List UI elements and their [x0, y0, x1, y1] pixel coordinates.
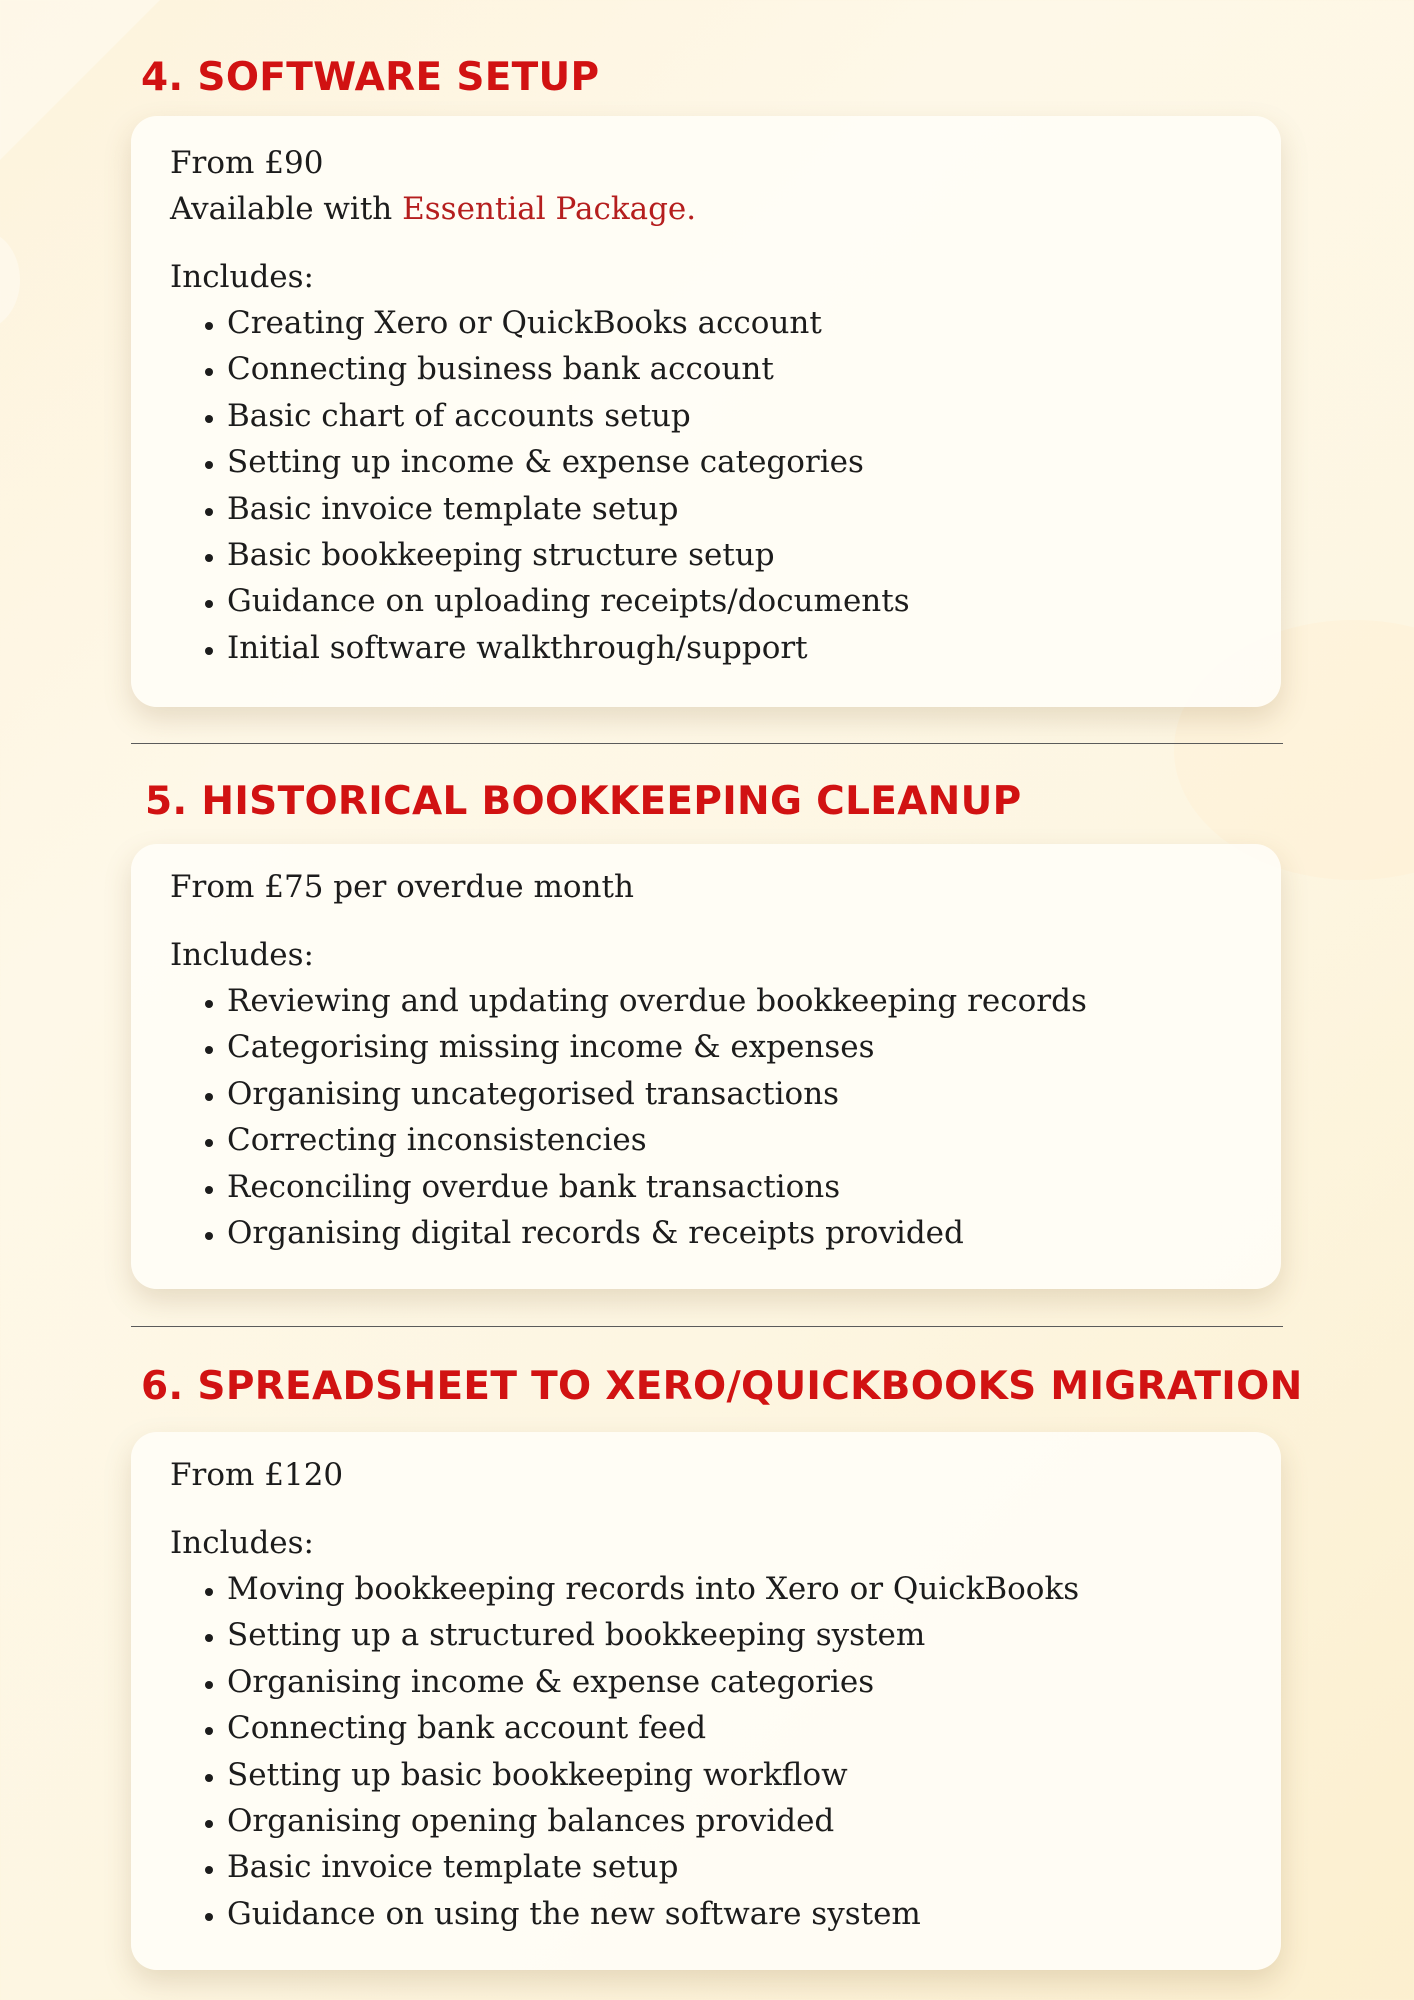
list-item: • Connecting bank account feed	[227, 1705, 1281, 1751]
section-divider	[131, 743, 1283, 744]
list-item: • Basic invoice template setup	[227, 486, 1281, 532]
service-card-historical-cleanup	[131, 844, 1281, 1289]
list-item: • Moving bookkeeping records into Xero or QuickBooks	[227, 1566, 1281, 1612]
availability-text	[170, 186, 1281, 232]
list-item: • Guidance on using the new software system	[227, 1891, 1281, 1937]
price-text: From £75 per overdue month	[170, 869, 634, 905]
price-text: From £120	[170, 1457, 344, 1493]
list-item: • Connecting business bank account	[227, 346, 1281, 392]
list-item: • Categorising missing income & expenses	[227, 1024, 1281, 1070]
list-item: • Reconciling overdue bank transactions	[227, 1164, 1281, 1210]
list-item: • Correcting inconsistencies	[227, 1117, 1281, 1163]
list-item: • Reviewing and updating overdue bookkeeping records	[227, 978, 1281, 1024]
essential-package-link[interactable]: Essential Package.	[402, 191, 697, 227]
includes-list	[170, 1566, 1281, 1937]
list-item: • Creating Xero or QuickBooks account	[227, 300, 1281, 346]
section-divider	[131, 1326, 1283, 1327]
list-item: • Basic chart of accounts setup	[227, 393, 1281, 439]
includes-label: Includes:	[170, 937, 314, 973]
list-item: • Initial software walkthrough/support	[227, 625, 1281, 671]
availability-prefix: Available with	[170, 191, 403, 227]
service-card-spreadsheet-migration	[131, 1432, 1281, 1970]
list-item: • Organising digital records & receipts provided	[227, 1210, 1281, 1256]
section-title-spreadsheet-migration: 6. SPREADSHEET TO XERO/QUICKBOOKS MIGRATION	[141, 1364, 1303, 1409]
list-item: • Basic invoice template setup	[227, 1844, 1281, 1890]
list-item: • Setting up basic bookkeeping workflow	[227, 1752, 1281, 1798]
background-shape	[0, 230, 20, 330]
list-item: • Organising income & expense categories	[227, 1659, 1281, 1705]
price-text: From £90	[170, 145, 324, 181]
includes-list	[170, 978, 1281, 1256]
includes-list	[170, 300, 1281, 671]
list-item: • Basic bookkeeping structure setup	[227, 532, 1281, 578]
list-item: • Guidance on uploading receipts/documents	[227, 578, 1281, 624]
includes-label: Includes:	[170, 1525, 314, 1561]
service-card-software-setup	[131, 116, 1281, 707]
section-title-historical-cleanup: 5. HISTORICAL BOOKKEEPING CLEANUP	[145, 779, 1022, 824]
list-item: • Setting up a structured bookkeeping system	[227, 1612, 1281, 1658]
includes-label: Includes:	[170, 259, 314, 295]
list-item: • Organising uncategorised transactions	[227, 1071, 1281, 1117]
list-item: • Setting up income & expense categories	[227, 439, 1281, 485]
section-title-software-setup: 4. SOFTWARE SETUP	[141, 55, 600, 100]
list-item: • Organising opening balances provided	[227, 1798, 1281, 1844]
